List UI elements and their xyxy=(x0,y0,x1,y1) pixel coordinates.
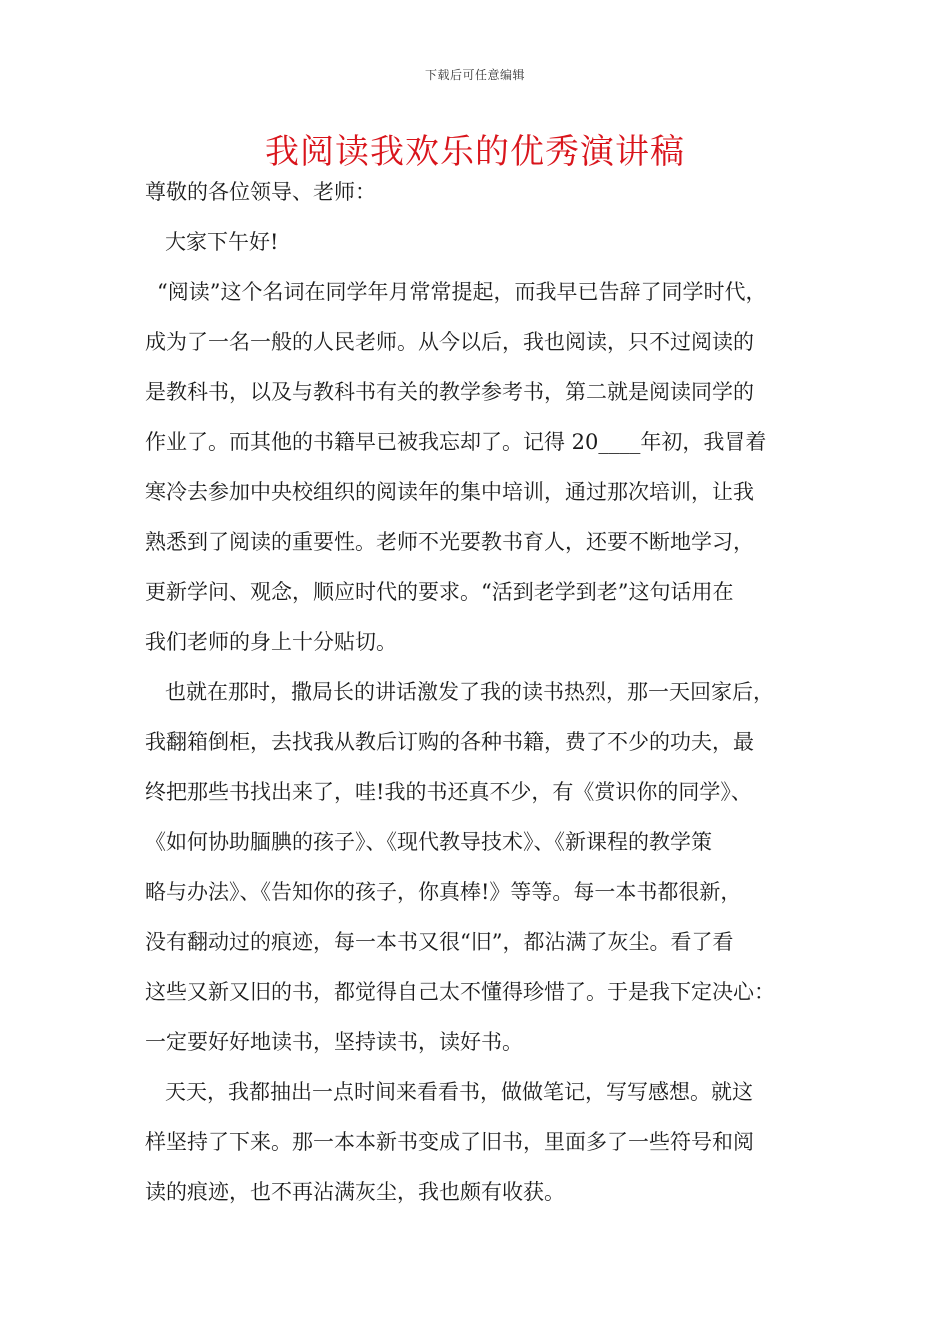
paragraph-line: 也就在那时，撒局长的讲话激发了我的读书热烈，那一天回家后， xyxy=(165,680,774,704)
paragraph-line: 作业了。而其他的书籍早已被我忘却了。记得 20____年初，我冒着 xyxy=(145,430,767,454)
paragraph-line: 没有翻动过的痕迹，每一本书又很“旧”，都沾满了灰尘。看了看 xyxy=(145,930,734,954)
paragraph-line: 读的痕迹，也不再沾满灰尘，我也颇有收获。 xyxy=(145,1180,565,1204)
paragraph-line: 《如何协助腼腆的孩子》、《现代教导技术》、《新课程的教学策 xyxy=(145,830,712,854)
paragraph-line: 终把那些书找出来了，哇!我的书还真不少，有《赏识你的同学》、 xyxy=(145,780,752,804)
paragraph-line: 一定要好好地读书，坚持读书，读好书。 xyxy=(145,1030,523,1054)
paragraph-line: 是教科书，以及与教科书有关的教学参考书，第二就是阅读同学的 xyxy=(145,380,754,404)
paragraph-line: 熟悉到了阅读的重要性。老师不光要教书育人，还要不断地学习， xyxy=(145,530,754,554)
paragraph-line: “阅读”这个名词在同学年月常常提起，而我早已告辞了同学时代， xyxy=(157,280,767,304)
paragraph-line: 成为了一名一般的人民老师。从今以后，我也阅读，只不过阅读的 xyxy=(145,330,754,354)
paragraph-line: 更新学问、观念，顺应时代的要求。“活到老学到老”这句话用在 xyxy=(145,580,734,604)
paragraph-line: 这些又新又旧的书，都觉得自己太不懂得珍惜了。于是我下定决心： xyxy=(145,980,775,1004)
paragraph-line: 样坚持了下来。那一本本新书变成了旧书，里面多了一些符号和阅 xyxy=(145,1130,754,1154)
paragraph-line: 我翻箱倒柜，去找我从教后订购的各种书籍，费了不少的功夫，最 xyxy=(145,730,754,754)
paragraph-line: 天天，我都抽出一点时间来看看书，做做笔记，写写感想。就这 xyxy=(165,1080,753,1104)
salutation-line: 尊敬的各位领导、老师： xyxy=(145,180,376,204)
document-title: 我阅读我欢乐的优秀演讲稿 xyxy=(265,132,685,172)
document-body xyxy=(145,180,835,1230)
paragraph-line: 略与办法》、《告知你的孩子，你真棒!》等等。每一本书都很新， xyxy=(145,880,742,904)
paragraph-line: 我们老师的身上十分贴切。 xyxy=(145,630,397,654)
header-note: 下载后可任意编辑 xyxy=(424,68,525,82)
greeting-line: 大家下午好! xyxy=(165,230,279,254)
paragraph-line: 寒冷去参加中央校组织的阅读年的集中培训，通过那次培训，让我 xyxy=(145,480,754,504)
